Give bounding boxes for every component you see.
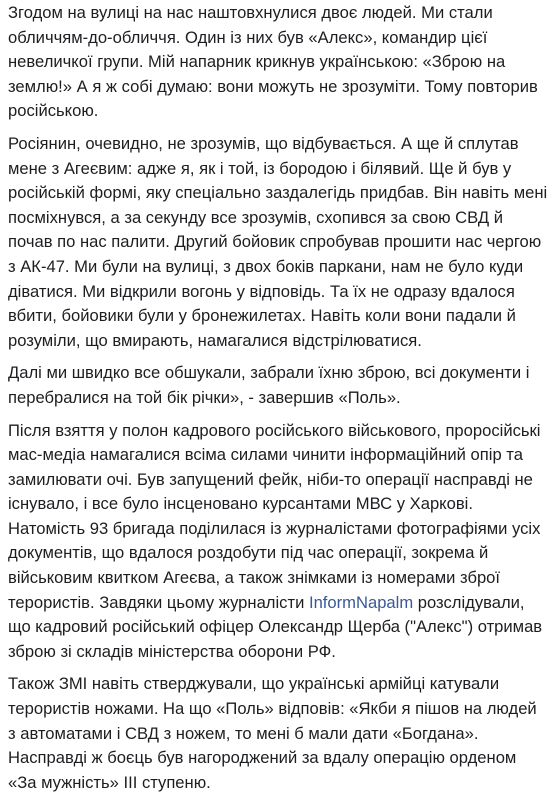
paragraph-media-fake-text-end: розслідували, що кадровий російський офіцер Олександр Щерба ("Алекс") отримав зброю зі складів міністерства оборони РФ. (8, 592, 543, 661)
paragraph-street-encounter: Згодом на вулиці на нас наштовхнулися двоє людей. Ми стали обличчям-до-обличчя. Один із них був «Алекс», командир цієї невеличкої групи. Мій напарник крикнув українською: «Зброю на землю!» А я ж собі думаю: вони можуть не зрозуміти. Тому повторив російською. (8, 3, 538, 121)
paragraph-media-fake (8, 419, 548, 665)
paragraph-firefight: Росіянин, очевидно, не зрозумів, що відбувається. А ще й сплутав мене з Агеєвим: адже я, як і той, із бородою і білявий. Ще й був у російській формі, яку спеціально заздалегідь придбав. Він навіть мені посміхнувся, а за секунду все зрозумів, схопився за свою СВД й почав по нас палити. Другий бойовик спробував прошити нас чергою з АК-47. Ми були на вулиці, з двох боків паркани, нам не було куди діватися. Ми відкрили вогонь у відповідь. Та їх не одразу вдалося вбити, бойовики були у бронежилетах. Навіть коли вони падали й розуміли, що вмирають, намагалися відстрілюватися. (8, 133, 548, 350)
paragraph-search-retreat: Далі ми швидко все обшукали, забрали їхню зброю, всі документи і перебралися на той бік річки», - завершив «Поль». (8, 363, 530, 407)
paragraph-award: Також ЗМІ навіть стверджували, що українські армійці катували терористів ножами. На що «Поль» відповів: «Якби я пішов на людей з автоматами і СВД з ножем, то мені б мали дати «Богдана». Насправді ж боєць був нагороджений за вдалу операцію орденом «За мужність» ІІІ ступеню. (8, 674, 537, 792)
paragraph-media-fake-text-start: Після взяття у полон кадрового російського військового, проросійські мас-медіа намагалися всіма силами чинити інформаційний опір та замилювати очі. Був запущений фейк, ніби-то операції насправді не існувало, і все було інсценовано курсантами МВС у Харкові. Натомість 93 бригада поділилася із журналістами фотографіями усіх документів, що вдалося роздобути під час операції, зокрема й військовим квитком Агеєва, а також знімками із номерами зброї терористів. Завдяки цьому журналісти (8, 420, 541, 612)
informnapalm-link[interactable]: InformNapalm (308, 592, 414, 612)
